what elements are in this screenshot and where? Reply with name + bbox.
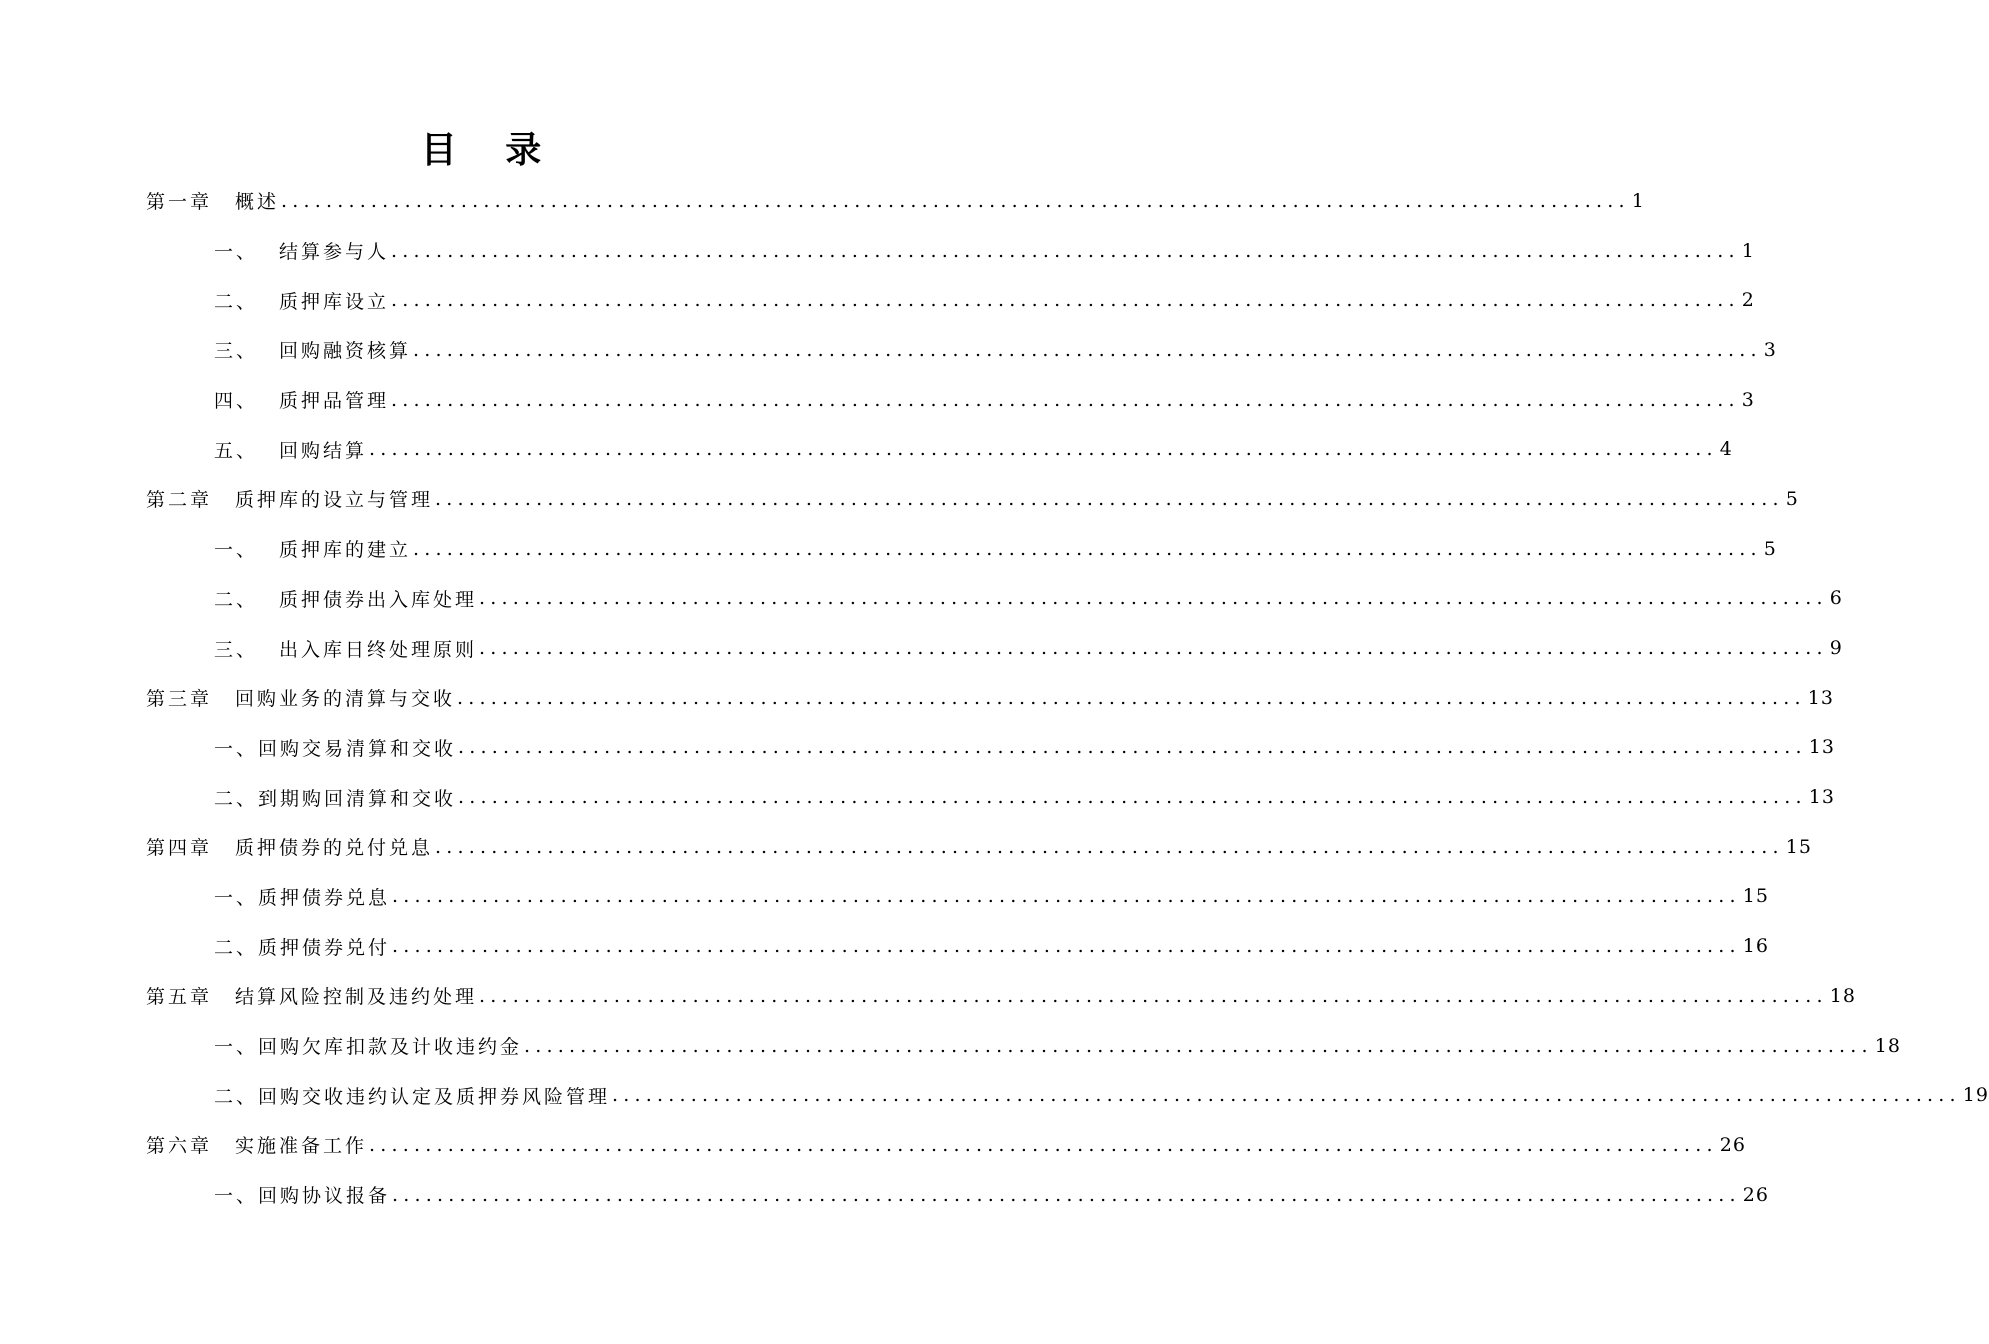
toc-entry-number: 二、 [214, 290, 259, 313]
toc-entry-label [146, 485, 433, 512]
toc-page-number: 18 [1874, 1034, 1901, 1057]
toc-entry-text: 结算风险控制及违约处理 [235, 986, 478, 1009]
toc-page-number: 2 [1741, 289, 1755, 312]
toc-dot-leader: ........................................................................................................................ [435, 487, 1784, 510]
toc-entry-text: 质押债券出入库处理 [279, 588, 478, 611]
toc-page-number: 26 [1719, 1133, 1746, 1156]
toc-entry-label [214, 784, 456, 811]
toc-entry-number: 一、 [214, 241, 259, 264]
toc-entry-label [214, 287, 389, 314]
toc-page-number: 6 [1829, 587, 1843, 610]
toc-entry-number: 三、 [214, 340, 259, 363]
toc-entry-text: 实施准备工作 [235, 1135, 368, 1158]
toc-entry-number: 第四章 [146, 837, 213, 860]
toc-page-number: 1 [1741, 239, 1755, 262]
toc-page-number: 3 [1763, 338, 1777, 361]
toc-dot-leader: ........................................................................................................................ [392, 1183, 1741, 1206]
toc-entry-text: 概述 [235, 191, 280, 214]
toc-section-entry[interactable] [0, 226, 1755, 276]
toc-section-entry[interactable] [0, 375, 1755, 425]
toc-entry-number: 第六章 [146, 1135, 213, 1158]
toc-section-entry[interactable] [0, 723, 1835, 773]
toc-page-number: 16 [1742, 935, 1769, 958]
toc-chapter-entry[interactable] [0, 474, 1799, 524]
toc-dot-leader: ........................................................................................................................ [369, 438, 1718, 461]
toc-entry-label [214, 1082, 610, 1109]
toc-entry-text: 回购结算 [279, 439, 368, 462]
toc-entry-number: 一、 [214, 1036, 259, 1059]
toc-entry-number: 一、 [214, 539, 259, 562]
toc-entry-number: 一、 [214, 1185, 259, 1208]
toc-entry-label [146, 833, 433, 860]
toc-entry-text: 回购交易清算和交收 [258, 737, 457, 760]
toc-section-entry[interactable] [0, 1021, 1901, 1071]
toc-entry-number: 第二章 [146, 489, 213, 512]
toc-page-number: 13 [1808, 786, 1835, 809]
toc-dot-leader: ........................................................................................................................ [612, 1084, 1961, 1107]
toc-entry-text: 质押债券的兑付兑息 [235, 837, 434, 860]
toc-entry-text: 到期购回清算和交收 [258, 787, 457, 810]
toc-entry-label [214, 1032, 522, 1059]
toc-entry-number: 四、 [214, 390, 259, 413]
toc-entry-number: 第一章 [146, 191, 213, 214]
toc-entry-text: 质押库的建立 [279, 539, 412, 562]
toc-chapter-entry[interactable] [0, 673, 1834, 723]
toc-section-entry[interactable] [0, 921, 1769, 971]
toc-entry-label [214, 1181, 390, 1208]
toc-entry-number: 五、 [214, 439, 259, 462]
toc-entry-number: 一、 [214, 737, 259, 760]
toc-section-entry[interactable] [0, 574, 1843, 624]
toc-dot-leader: ........................................................................................................................ [392, 935, 1741, 958]
toc-entry-label [146, 684, 455, 711]
toc-entry-text: 回购融资核算 [279, 340, 412, 363]
toc-entry-text: 回购协议报备 [258, 1185, 391, 1208]
toc-entry-number: 三、 [214, 638, 259, 661]
toc-entry-label [214, 336, 411, 363]
toc-dot-leader: ........................................................................................................................ [281, 189, 1630, 212]
toc-entry-number: 二、 [214, 588, 259, 611]
toc-dot-leader: ........................................................................................................................ [413, 338, 1762, 361]
toc-dot-leader: ........................................................................................................................ [479, 984, 1828, 1007]
toc-page-number: 18 [1829, 984, 1856, 1007]
toc-dot-leader: ........................................................................................................................ [435, 835, 1784, 858]
toc-chapter-entry[interactable] [0, 971, 1856, 1021]
toc-entry-text: 质押债券兑付 [258, 936, 391, 959]
toc-dot-leader: ........................................................................................................................ [457, 686, 1806, 709]
toc-dot-leader: ........................................................................................................................ [479, 587, 1828, 610]
toc-page-number: 26 [1742, 1183, 1769, 1206]
toc-dot-leader: ........................................................................................................................ [524, 1034, 1873, 1057]
toc-entry-text: 出入库日终处理原则 [279, 638, 478, 661]
toc-entry-label [214, 386, 389, 413]
toc-entry-label [214, 734, 456, 761]
toc-page-number: 5 [1785, 487, 1799, 510]
toc-entry-number: 二、 [214, 936, 259, 959]
toc-entry-text: 结算参与人 [279, 241, 390, 264]
toc-section-entry[interactable] [0, 772, 1835, 822]
toc-section-entry[interactable] [0, 275, 1755, 325]
toc-entry-text: 回购交收违约认定及质押券风险管理 [258, 1085, 611, 1108]
toc-section-entry[interactable] [0, 424, 1733, 474]
toc-dot-leader: ........................................................................................................................ [391, 239, 1740, 262]
toc-entry-label [146, 982, 477, 1009]
toc-dot-leader: ........................................................................................................................ [479, 637, 1828, 660]
toc-title: 目 录 [420, 130, 560, 171]
toc-page-number: 9 [1829, 637, 1843, 660]
toc-page-number: 15 [1742, 885, 1769, 908]
toc-entry-label [214, 933, 390, 960]
toc-section-entry[interactable] [0, 1070, 1989, 1120]
toc-entry-label [214, 883, 390, 910]
toc-page-number: 19 [1962, 1084, 1989, 1107]
toc-list [0, 176, 1989, 1219]
toc-chapter-entry[interactable] [0, 822, 1812, 872]
toc-entry-number: 第五章 [146, 986, 213, 1009]
toc-page-number: 3 [1741, 388, 1755, 411]
toc-dot-leader: ........................................................................................................................ [391, 289, 1740, 312]
toc-section-entry[interactable] [0, 623, 1843, 673]
toc-dot-leader: ........................................................................................................................ [413, 537, 1762, 560]
toc-entry-label [214, 535, 411, 562]
toc-entry-label [214, 436, 367, 463]
toc-entry-number: 二、 [214, 1085, 259, 1108]
toc-entry-text: 回购欠库扣款及计收违约金 [258, 1036, 523, 1059]
toc-page-number: 5 [1763, 537, 1777, 560]
toc-section-entry[interactable] [0, 325, 1777, 375]
toc-entry-text: 质押库设立 [279, 290, 390, 313]
toc-dot-leader: ........................................................................................................................ [369, 1133, 1718, 1156]
toc-section-entry[interactable] [0, 524, 1777, 574]
toc-entry-label [214, 585, 477, 612]
toc-dot-leader: ........................................................................................................................ [391, 388, 1740, 411]
toc-page-number: 4 [1719, 438, 1733, 461]
toc-chapter-entry[interactable] [0, 1120, 1746, 1170]
toc-dot-leader: ........................................................................................................................ [458, 786, 1807, 809]
toc-page-number: 13 [1808, 736, 1835, 759]
toc-entry-label [214, 237, 389, 264]
toc-entry-text: 质押债券兑息 [258, 886, 391, 909]
toc-section-entry[interactable] [0, 872, 1769, 922]
toc-entry-number: 第三章 [146, 688, 213, 711]
toc-section-entry[interactable] [0, 1170, 1769, 1220]
toc-page-number: 15 [1785, 835, 1812, 858]
toc-page-number: 13 [1807, 686, 1834, 709]
toc-entry-label [146, 187, 279, 214]
toc-dot-leader: ........................................................................................................................ [458, 736, 1807, 759]
toc-entry-label [146, 1131, 367, 1158]
toc-entry-text: 回购业务的清算与交收 [235, 688, 456, 711]
toc-chapter-entry[interactable] [0, 176, 1645, 226]
toc-entry-number: 二、 [214, 787, 259, 810]
toc-dot-leader: ........................................................................................................................ [392, 885, 1741, 908]
toc-entry-text: 质押库的设立与管理 [235, 489, 434, 512]
toc-page-number: 1 [1631, 189, 1645, 212]
toc-entry-number: 一、 [214, 886, 259, 909]
toc-entry-text: 质押品管理 [279, 390, 390, 413]
toc-entry-label [214, 635, 477, 662]
